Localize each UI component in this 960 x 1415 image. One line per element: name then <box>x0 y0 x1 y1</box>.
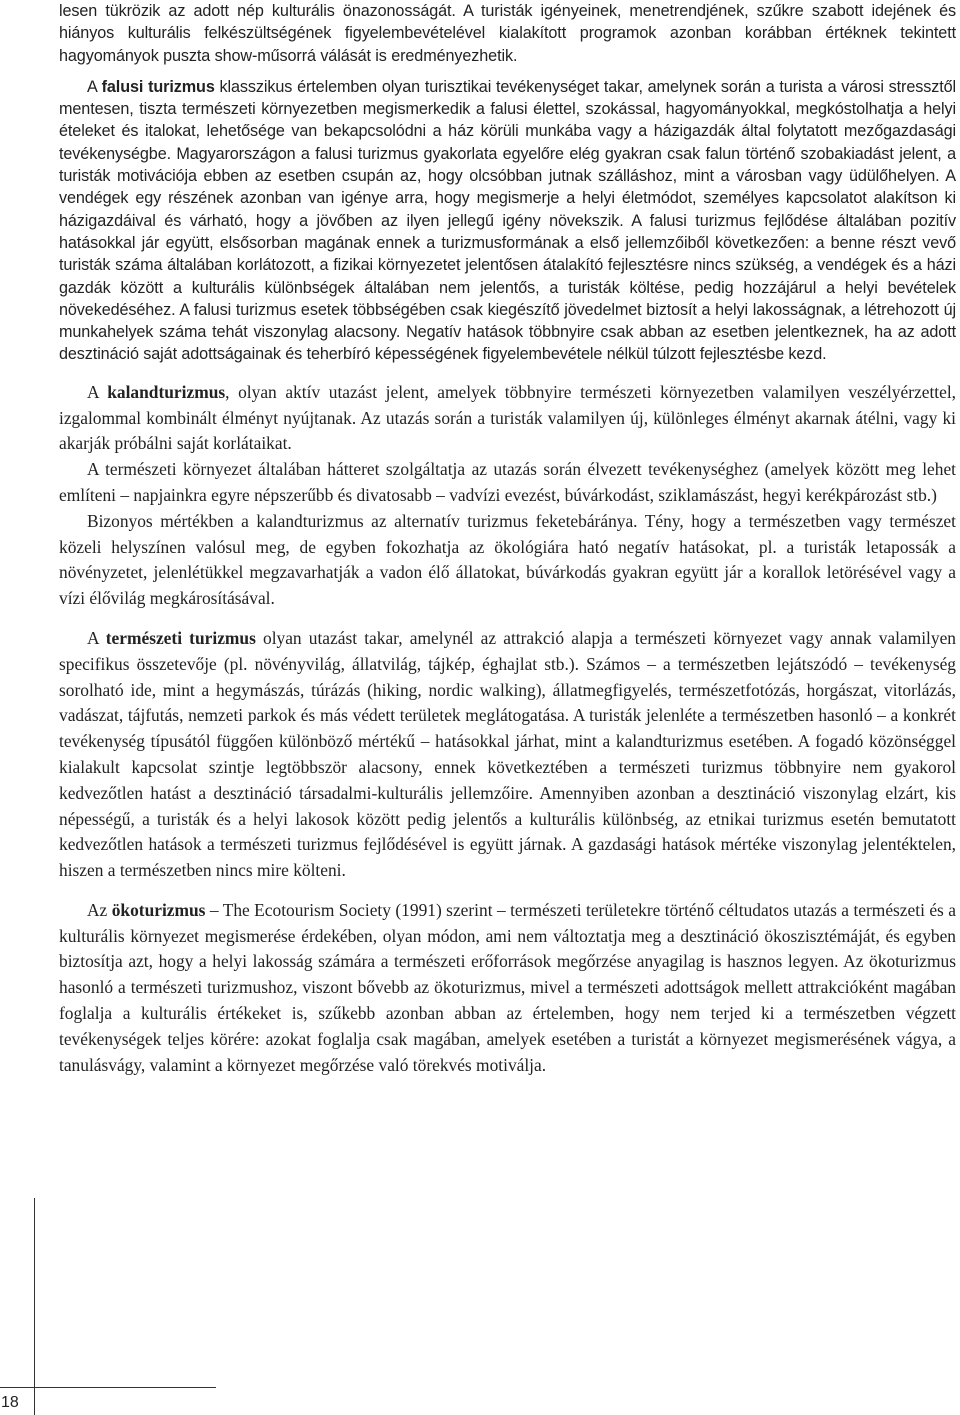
kaland-lead: A <box>87 381 108 402</box>
termeszeti-turizmus-section <box>59 626 956 884</box>
page-body <box>59 0 956 1078</box>
falusi-turizmus-section <box>59 76 956 366</box>
falusi-lead: A <box>87 77 102 96</box>
page-number: 18 <box>1 1394 19 1411</box>
termeszeti-turizmus-term: természeti turizmus <box>105 627 256 648</box>
termeszeti-lead: A <box>87 627 106 648</box>
kalandturizmus-section <box>59 380 956 612</box>
okoturizmus-text: – The Ecotourism Society (1991) szerint – természeti területekre történő céltudatos utazás a természeti és a kulturális környezet megismerése érdekében, olyan módon, ami nem változtatja meg a desztináció ökoszisztémáját, és egyben biztosítja azt, hogy a helyi lakosság számára a természeti erőforrások megőrzése anyagilag is hasznos legyen. Az ökoturizmus hasonló a természeti turizmushoz, viszont bővebb az ökoturizmus, mivel a természeti adottságok mellett attrakcióként magában foglalja a kulturális értékeket is, szűkebb azonban abban az értelemben, hogy nem terjed ki a természetben végzett tevékenységek teljes körére: azokat foglalja csak magában, amelyek esetében a turistát a környezet megismerésének vágya, a tanulásvágy, valamint a környezet megőrzése való törekvés motiválja. <box>59 899 956 1075</box>
kalandturizmus-term: kalandturizmus <box>107 381 226 402</box>
falusi-turizmus-term: falusi turizmus <box>101 77 215 96</box>
intro-paragraph: lesen tükrözik az adott nép kulturális önazonosságát. A turisták igényeinek, menetrendjének, szűkre szabott idejének és hiányos kulturális felkészültségének figyelembevételével kialakított programok azonban korábban értéknek tekintett hagyományok puszta show-műsorrá válását is eredményezhetik. <box>59 2 956 65</box>
kalandturizmus-paragraph-2: A természeti környezet általában hátteret szolgáltatja az utazás során élvezett tevékenységhez (amelyek között meg lehet említeni – napjainkra egyre népszerűbb és divatosabb – vadvízi evezést, búvárkodást, sziklamászást, hegyi kerékpározást stb.) <box>59 459 956 505</box>
kalandturizmus-text: , olyan aktív utazást jelent, amelyek többnyire természeti környezetben valamilyen veszélyérzettel, izgalommal kombinált élményt nyújtanak. Az utazás során a turisták valamilyen új, különleges élményt akarnak átélni, vagy ki akarják próbálni saját korlátaikat. <box>59 381 957 454</box>
falusi-turizmus-paragraph <box>59 76 956 366</box>
falusi-turizmus-text: klasszikus értelemben olyan turisztikai tevékenységet takar, amelynek során a turista a városi stressztől mentesen, tiszta természeti környezetben megismerkedik a falusi élettel, szokással, hagyományokkal, megkóstolhatja a helyi ételeket és italokat, lehetősége van bekapcsolódni a ház körüli munkába vagy a házigazdák által folytatott mezőgazdasági tevékenységbe. Magyarországon a falusi turizmus gyakorlata egyelőre elég gyakran csak falun történő szobakiadást jelent, a turisták motivációja ebben az esetben csupán az, hogy olcsóbban jutnak szálláshoz, mint a városban vagy üdülőhelyen. A vendégek egy részének azonban van igénye arra, hogy megismerje a helyi életmódot, személyes kapcsolatot alakítson ki házigazdáival és várható, hogy a jövőben az ilyen jellegű igény növekszik. A falusi turizmus fejlődése általában pozitív hatásokkal jár együtt, elsősorban magának ennek a turizmusformának a első jellemzőiből következően: a benne részt vevő turisták száma általában korlátozott, a fizikai környezetet jelentősen átalakító fejlesztésre nincs szükség, a vendégek és a házi gazdák között a kulturális különbségek általában nem jelentős, a turisták költése, pedig hozzájárul a helyi bevételek növekedéséhez. A falusi turizmus esetek többségében csak kiegészítő jövedelmet biztosít a helyi lakosságnak, a létrehozott új munkahelyek száma tehát viszonylag alacsony. Negatív hatások többnyire csak abban az esetben jelentkeznek, ha az adott desztináció saját adottságainak és teherbíró képességének figyelembevétele nélkül túlzott fejlesztésbe kezd. <box>59 77 957 364</box>
termeszeti-turizmus-text: olyan utazást takar, amelynél az attrakció alapja a természeti környezet vagy annak valamilyen specifikus összetevője (pl. növényvilág, állatvilág, tájkép, éghajlat stb.). Számos – a természetben lejátszódó – tevékenység sorolható ide, mint a hegymászás, túrázás (hiking, nordic walking), állatmegfigyelés, természetfotózás, horgászat, vitorlázás, vadászat, tájfutás, nemzeti parkok és más védett területek meglátogatása. A turisták jelenléte a természetben hasonló – a konkrét tevékenység típusától függően különböző mértékű – hatásokkal járhat, mint a kalandturizmus esetében. A fogadó közönséggel kialakult kapcsolat szintje legtöbbször alacsony, ennek következtében a természeti turizmus többnyire nem gyakorol kedvezőtlen hatást a desztináció társadalmi-kulturális jellemzőire. Amennyiben azonban a desztináció viszonylag elzárt, kis népességű, a turisták és a helyi lakosok között pedig jelentős a kulturális különbség, az etnikai turizmus esetén bemutatott kedvezőtlen hatások a természeti turizmus fejlődésével is együtt járnak. A gazdasági hatások mértéke viszonylag jelentéktelen, hiszen a természetben nincs mire költeni. <box>59 627 956 881</box>
footer-horizontal-rule <box>0 1387 216 1388</box>
kalandturizmus-paragraph-3: Bizonyos mértékben a kalandturizmus az alternatív turizmus feketebáránya. Tény, hogy a természetben vagy természet közeli helyszínen valósul meg, de egyben fokozhatja az ökológiára ható negatív hatásokat, pl. a turisták letapossák a növényzetet, jelenlétükkel megzavarhatják a vadon élő állatokat, búvárkodás gyakran együtt jár a korallok letörésével vagy a vízi élővilág megkárosításával. <box>59 510 956 609</box>
okoturizmus-term: ökoturizmus <box>111 899 206 920</box>
intro-section <box>59 0 956 67</box>
kalandturizmus-paragraph-1 <box>59 380 956 457</box>
termeszeti-turizmus-paragraph <box>59 626 956 884</box>
oko-lead: Az <box>87 899 112 920</box>
okoturizmus-section <box>59 898 956 1079</box>
margin-vertical-rule <box>34 1198 35 1415</box>
okoturizmus-paragraph <box>59 898 956 1079</box>
